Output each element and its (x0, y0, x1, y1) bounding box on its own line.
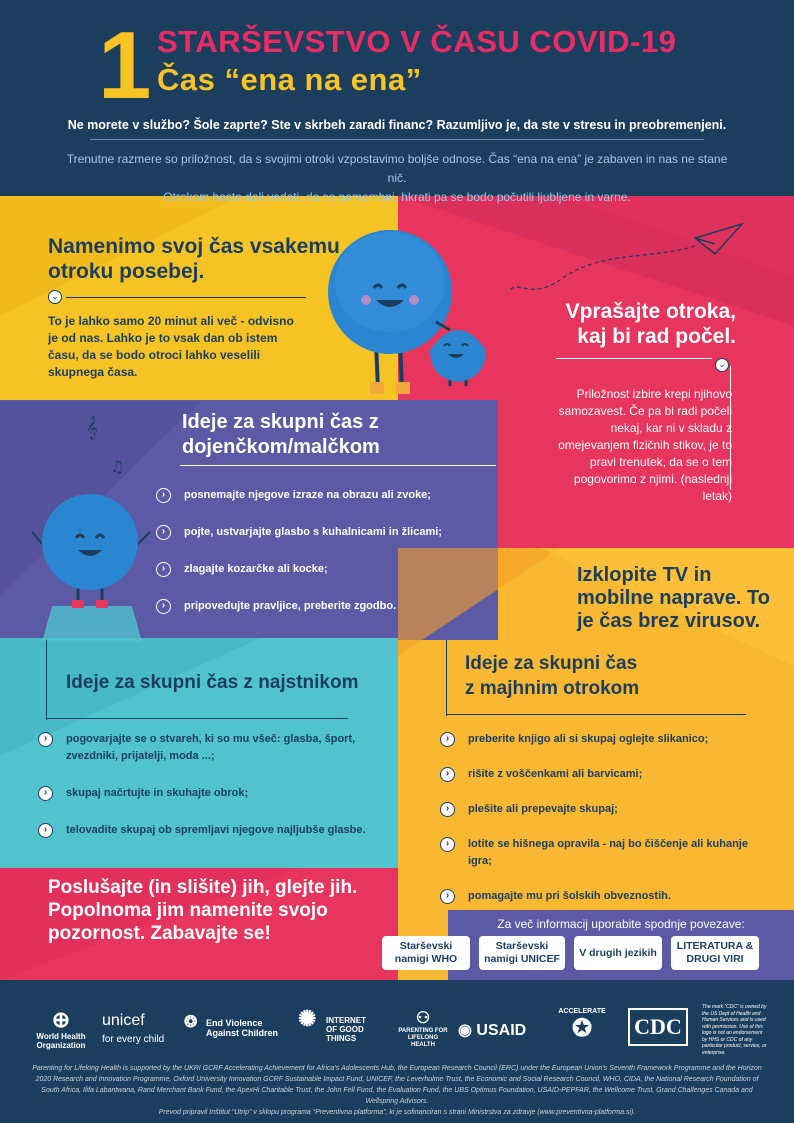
list-item (440, 836, 770, 870)
page-title: STARŠEVSTVO V ČASU COVID-19 (157, 24, 677, 59)
listen-heading: Poslušajte (in slišite) jih, glejte jih. Popolnoma jim namenite svojo pozornost. Zabavajte se! (48, 877, 358, 944)
cdc-note: The mark “CDC” is owned by the US Dept of Health and Human Services and is used with permission. Use of this logo is not an endorsement by HHS or CDC of any particular product, service, or enterprise. (702, 1004, 767, 1056)
list-item-text: lotite se hišnega opravila - naj bo čiščenje ali kuhanje igra; (468, 838, 748, 867)
teen-divider (46, 718, 348, 719)
list-item (156, 487, 486, 504)
teen-ideas-list (38, 731, 368, 859)
lead-text: Ne morete v službo? Šole zaprte? Ste v skrbeh zaradi financ? Razumljivo je, da ste v stresu in preobremenjeni. (67, 118, 727, 132)
list-item (38, 822, 368, 839)
infant-divider (180, 465, 496, 466)
time-heading-line-1: Namenimo svoj čas vsakemu (48, 235, 340, 258)
list-item-text: pojte, ustvarjajte glasbo s kuhalnicami in žlicami; (184, 526, 442, 538)
credits-line-1: Parenting for Lifelong Health is supported by the UKRI GCRF Accelerating Achievement for Africa's Adolescents Hub, the European Research Council (ERC) under the European Union's Seventh Framework Programme and the Horizon 2020 Research and Innovation Programme, Oxford University Innovation GCRF Sustainable Impact Fund, UNICEF, the Leverhulme Trust, the Economic and Social Research Council, WHO, CIDA, the National Research Foundation of South Africa, Ilifa Labantwana, Rand Merchant Bank Fund, the ApexHi Charitable Trust, the John Fell Fund, the Evaluation Fund, the UBS Optimus Foundation, USAID-PEPFAR, the Wellcome Trust, Grand Challenges Canada and Wellspring Advisors. (32, 1065, 762, 1105)
who-tips-link[interactable]: Starševski namigi WHO (382, 936, 470, 970)
accelerate-emblem-icon: ✪ (571, 1015, 593, 1042)
list-item-text: skupaj načrtujte in skuhajte obrok; (66, 787, 249, 799)
other-languages-link[interactable]: V drugih jezikih (574, 936, 662, 970)
child-side-rule (446, 640, 447, 716)
teen-heading: Ideje za skupni čas z najstnikom (66, 672, 359, 693)
time-heading-line-2: otroku posebej. (48, 260, 205, 283)
unicef-tips-link[interactable]: Starševski namigi UNICEF (479, 936, 565, 970)
usaid-logo-text: USAID (476, 1022, 527, 1039)
unicef-logo-text: unicef (102, 1012, 145, 1029)
intro-line-2: Otrokom boste dali vedeti, da so pomembni, hkrati pa se bodo počutili ljubljene in varne. (163, 190, 631, 204)
list-item-text: pripovedujte pravljice, preberite zgodbo. (184, 600, 397, 612)
list-item-text: posnemajte njegove izraze na obrazu ali zvoke; (184, 489, 431, 501)
chevron-right-icon: › (440, 732, 455, 747)
infant-ideas-list (156, 487, 486, 635)
end-violence-logo (184, 1014, 284, 1038)
child-heading-line-2: z majhnim otrokom (465, 678, 640, 699)
list-item-text: pomagajte mu pri šolskih obveznostih. (468, 890, 671, 902)
unicef-logo (102, 1012, 164, 1045)
list-item (440, 888, 770, 905)
chevron-right-icon: › (440, 802, 455, 817)
usaid-logo (458, 1020, 526, 1040)
child-ideas-list (440, 731, 770, 923)
time-heading (48, 234, 340, 284)
intro-line-1: Trenutne razmere so priložnost, da s svojimi otroki vzpostavimo boljše odnose. Čas “ena na ena” je zabaven in nas ne stane nič. (66, 152, 728, 185)
ask-text: Priložnost izbire krepi njihovo samozavest. Če pa bi radi počeli nekaj, kar ni v skladu z omejevanjem fizičnih stikov, je to pravi trenutek, da se o tem pogovorimo z njimi. (naslednji letak) (558, 387, 732, 503)
tv-heading: Izklopite TV in mobilne naprave. To je čas brez virusov. (577, 564, 770, 632)
credits-line-2: Prevod pripravil Inštitut “Utrip” v sklopu programa “Preventivna platforma”, ki je sofinanciran s strani Ministrstva za zdravje (www.preventivna-platforma.si). (158, 1109, 636, 1116)
list-item-text: pogovarjajte se o stvareh, ki so mu všeč: glasba, šport, zvezdniki, prijatelji, moda ...; (66, 733, 356, 762)
teen-side-rule (46, 640, 47, 720)
list-item-text: plešite ali prepevajte skupaj; (468, 803, 618, 815)
network-icon: ✺ (298, 1006, 317, 1031)
list-item (156, 524, 486, 541)
list-item-text: telovadite skupaj ob spremljavi njegove najljubše glasbe. (66, 824, 366, 836)
child-heading (465, 651, 639, 701)
blue-characters-illustration (326, 222, 496, 400)
list-item (440, 766, 770, 783)
who-logo-text: World Health Organization (36, 1032, 86, 1050)
chevron-right-icon: › (38, 786, 53, 801)
chevron-right-icon: › (38, 823, 53, 838)
internet-good-things-text: INTERNET OF GOOD THINGS (326, 1016, 366, 1043)
accelerate-logo-text: ACCELERATE (558, 1008, 606, 1015)
list-item (440, 731, 770, 748)
time-text: To je lahko samo 20 minut ali več - odvisno je od nas. Lahko je to vsak dan ob istem času, da se bodo otroci lahko veselili skupnega časa. (48, 314, 294, 379)
usaid-seal-icon: ◉ (458, 1022, 472, 1039)
chevron-right-icon: › (38, 732, 53, 747)
list-item-text: rišite z voščenkami ali barvicami; (468, 768, 643, 780)
child-divider (446, 714, 746, 715)
baby-character-illustration (22, 486, 162, 642)
list-item-text: zlagajte kozarčke ali kocke; (184, 563, 328, 575)
list-item (156, 561, 486, 578)
page-subtitle: Čas “ena na ena” (157, 62, 422, 97)
svg-text:𝄞: 𝄞 (86, 415, 98, 439)
cdc-logo: CDC (628, 1008, 688, 1046)
unicef-tagline: for every child (102, 1034, 165, 1045)
chevron-down-icon: ⌄ (715, 358, 729, 372)
globe-icon: ⊕ (51, 1007, 71, 1032)
plh-logo-text: PARENTING FOR LIFELONG HEALTH (398, 1028, 448, 1048)
chevron-right-icon: › (440, 889, 455, 904)
list-item (38, 785, 368, 802)
list-item (38, 731, 368, 765)
chevron-right-icon: › (156, 525, 171, 540)
infant-heading (182, 410, 380, 460)
infant-heading-line-2: dojenčkom/malčkom (182, 436, 380, 458)
chevron-right-icon: › (156, 562, 171, 577)
intro-text (60, 150, 734, 207)
list-item (440, 801, 770, 818)
chevron-right-icon: › (156, 599, 171, 614)
ask-divider (556, 358, 712, 359)
chevron-right-icon: › (440, 837, 455, 852)
who-logo (28, 1008, 94, 1050)
accelerate-logo (552, 1008, 612, 1043)
list-item-text: preberite knjigo ali si skupaj oglejte slikanico; (468, 733, 709, 745)
plh-logo (398, 1010, 448, 1049)
links-title: Za več informacij uporabite spodnje povezave: (497, 917, 745, 931)
time-divider (66, 297, 306, 298)
chevron-right-icon: › (156, 488, 171, 503)
chevron-down-icon: ⌄ (48, 290, 62, 304)
end-violence-text: End Violence Against Children (206, 1018, 279, 1038)
music-note-icon (80, 412, 140, 482)
svg-text:♫: ♫ (110, 457, 125, 476)
section-number: 1 (98, 12, 152, 119)
family-icon: ⚇ (415, 1010, 431, 1027)
ask-heading-line-1: Vprašajte otroka, (565, 300, 736, 323)
internet-good-things-logo (298, 1006, 378, 1043)
credits-text (30, 1063, 764, 1118)
ask-heading-line-2: kaj bi rad počel. (577, 325, 736, 348)
literature-link[interactable]: LITERATURA & DRUGI VIRI (671, 936, 759, 970)
header-divider (90, 139, 704, 140)
ask-heading (550, 299, 736, 349)
child-heading-line-1: Ideje za skupni čas (465, 653, 638, 674)
infant-heading-line-1: Ideje za skupni čas z (182, 411, 379, 433)
end-violence-icon: ❂ (184, 1014, 198, 1031)
list-item (156, 598, 486, 615)
chevron-right-icon: › (440, 767, 455, 782)
